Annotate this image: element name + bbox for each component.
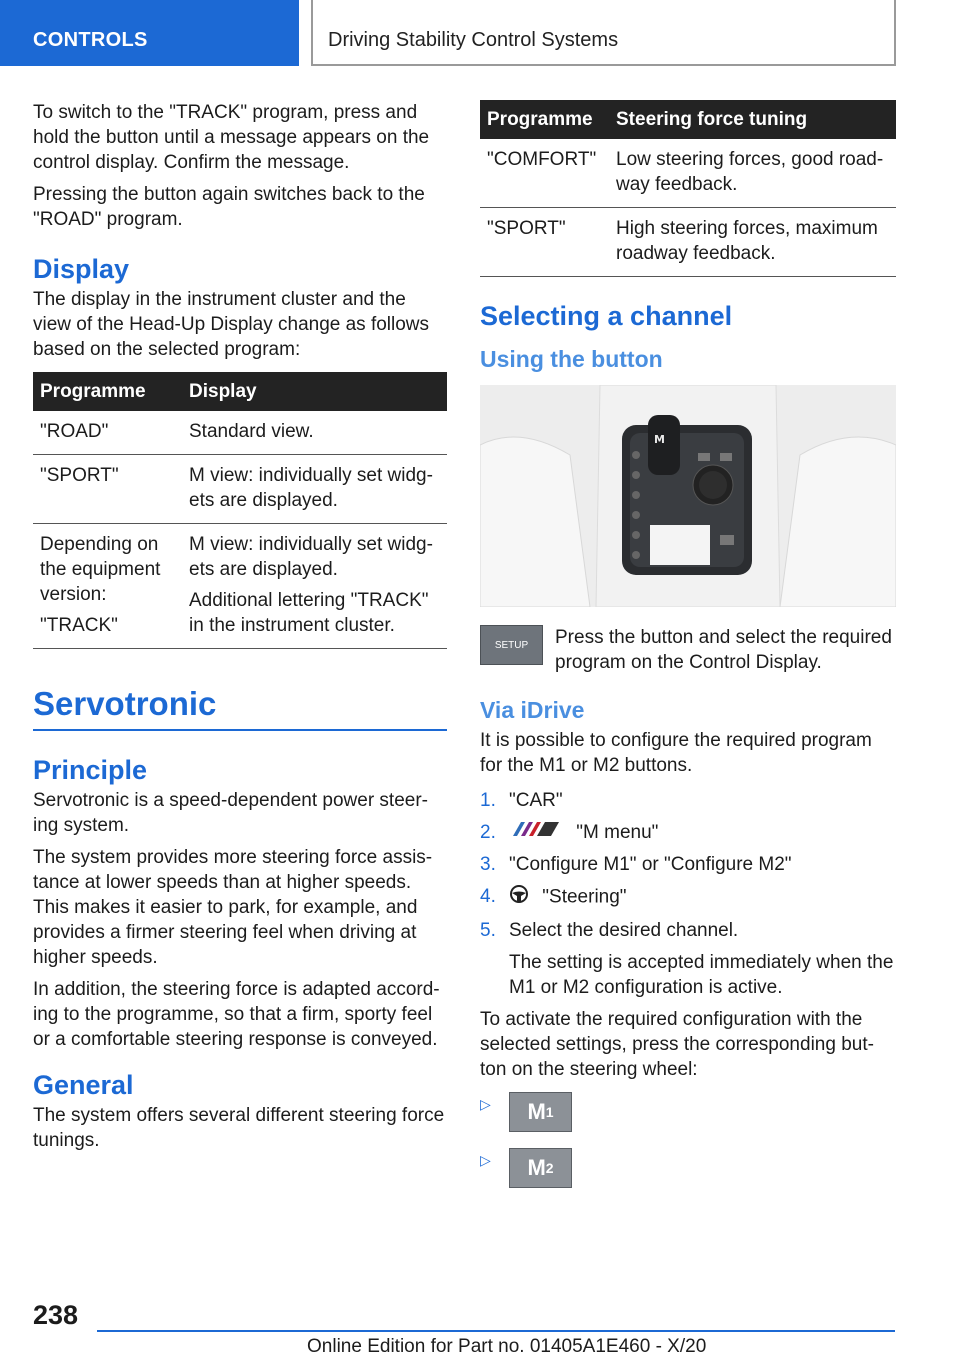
center-console-image: [480, 385, 896, 607]
setup-button-label: SETUP: [494, 639, 529, 651]
bullet-triangle-icon: ▷: [480, 1152, 491, 1169]
m1-button-label: M: [527, 1099, 546, 1125]
table-cell-display: [182, 524, 447, 649]
center-console-illustration: [480, 385, 896, 607]
display-text: The display in the instrument cluster and the view of the Head-Up Display change as follows based on the selected program:: [33, 289, 430, 360]
table-row: [33, 411, 447, 455]
footer-edition: Online Edition for Part no. 01405A1E460 - X/20: [307, 1336, 707, 1357]
m-view-text: M view: individually set widg-ets are displayed.: [189, 534, 433, 580]
activate-text: To activate the required configuration with the selected settings, press the corresponding but-ton on the steering wheel:: [480, 1009, 874, 1081]
display-table: [33, 372, 447, 649]
idrive-heading: Via iDrive: [480, 697, 585, 723]
step-number: 4.: [480, 886, 496, 908]
table-header-programme: Programme: [480, 100, 609, 139]
step-text: "M menu": [576, 822, 659, 843]
intro-paragraph-1: To switch to the "TRACK" program, press and hold the button until a message appears on the control display. Confirm the message.: [33, 102, 430, 173]
m-menu-icon: [509, 820, 563, 845]
general-heading: General: [33, 1070, 134, 1100]
setup-button[interactable]: [480, 625, 543, 665]
principle-paragraph-3: In addition, the steering force is adapted accord-ing to the programme, so that a firm, sporty feel or a comfortable steering response is conveyed.: [33, 979, 440, 1050]
using-button-heading: Using the button: [480, 346, 663, 372]
setup-instruction: [480, 625, 896, 675]
steering-table: [480, 100, 896, 277]
principle-paragraph-2: The system provides more steering force assis-tance at lower speeds than at higher speeds. This makes it easier to park, for example, and provides a firmer steering feel when driving at higher speeds.: [33, 847, 433, 968]
table-header-tuning: Steering force tuning: [609, 100, 896, 139]
table-cell-programme: "ROAD": [33, 411, 182, 455]
list-item: [480, 788, 896, 813]
m1-button-sup: 1: [545, 1104, 554, 1121]
m1-button[interactable]: [509, 1092, 572, 1132]
table-cell-display: Standard view.: [182, 411, 447, 455]
steering-icon: [509, 884, 529, 911]
list-item: [480, 884, 896, 911]
step-text: Select the desired channel.: [509, 920, 739, 942]
chapter-header: [311, 0, 896, 66]
right-column: [480, 100, 896, 1188]
table-row: [480, 139, 896, 208]
page-number: 238: [33, 1300, 79, 1330]
svg-text:M: M: [654, 433, 665, 446]
general-text: The system offers several different steering force tunings.: [33, 1105, 445, 1151]
table-cell-programme: "SPORT": [33, 455, 182, 524]
table-row: [33, 455, 447, 524]
intro-paragraph-2: Pressing the button again switches back to the "ROAD" program.: [33, 184, 425, 230]
table-cell-programme: "SPORT": [480, 208, 609, 277]
section-tab: [0, 0, 299, 66]
m2-button-label: M: [527, 1155, 546, 1181]
m2-item: [480, 1148, 896, 1188]
list-item: [480, 852, 896, 877]
table-cell-programme: [33, 524, 182, 649]
table-header-programme: Programme: [33, 372, 182, 411]
table-cell-display: M view: individually set widg-ets are displayed.: [182, 455, 447, 524]
display-heading: Display: [33, 254, 130, 284]
setup-text: Press the button and select the required program on the Control Display.: [555, 627, 892, 673]
track-label: "TRACK": [40, 615, 118, 636]
table-row: [33, 524, 447, 649]
list-item: [480, 820, 896, 845]
section-title: CONTROLS: [33, 29, 148, 51]
table-cell-programme: "COMFORT": [480, 139, 609, 208]
equipment-note: Depending on the equipment version:: [40, 534, 161, 605]
footer-divider: [97, 1330, 895, 1332]
track-lettering-text: Additional lettering "TRACK" in the instrument cluster.: [189, 590, 429, 636]
table-row: [480, 208, 896, 277]
chapter-title: Driving Stability Control Systems: [328, 29, 619, 51]
principle-paragraph-1: Servotronic is a speed-dependent power steer-ing system.: [33, 790, 429, 836]
table-header-display: Display: [182, 372, 447, 411]
step-subtext: The setting is accepted immediately when the M1 or M2 configuration is active.: [509, 952, 894, 999]
step-text: "CAR": [509, 790, 563, 811]
principle-heading: Principle: [33, 755, 148, 785]
m2-button-sup: 2: [545, 1160, 554, 1177]
servotronic-heading: Servotronic: [33, 685, 447, 731]
step-text: "Configure M1" or "Configure M2": [509, 854, 792, 876]
step-number: 5.: [480, 920, 496, 942]
step-number: 2.: [480, 822, 496, 843]
table-cell-tuning: High steering forces, maximum roadway feedback.: [609, 208, 896, 277]
left-column: [33, 100, 447, 1160]
m1-item: [480, 1092, 896, 1132]
idrive-text: It is possible to configure the required program for the M1 or M2 buttons.: [480, 730, 872, 776]
list-item: [480, 918, 896, 1000]
m2-button[interactable]: [509, 1148, 572, 1188]
idrive-steps: [480, 788, 896, 1000]
table-cell-tuning: Low steering forces, good road-way feedback.: [609, 139, 896, 208]
selecting-channel-heading: Selecting a channel: [480, 301, 733, 331]
step-text: "Steering": [542, 887, 627, 908]
step-number: 3.: [480, 854, 496, 876]
step-number: 1.: [480, 790, 496, 811]
bullet-triangle-icon: ▷: [480, 1096, 491, 1113]
